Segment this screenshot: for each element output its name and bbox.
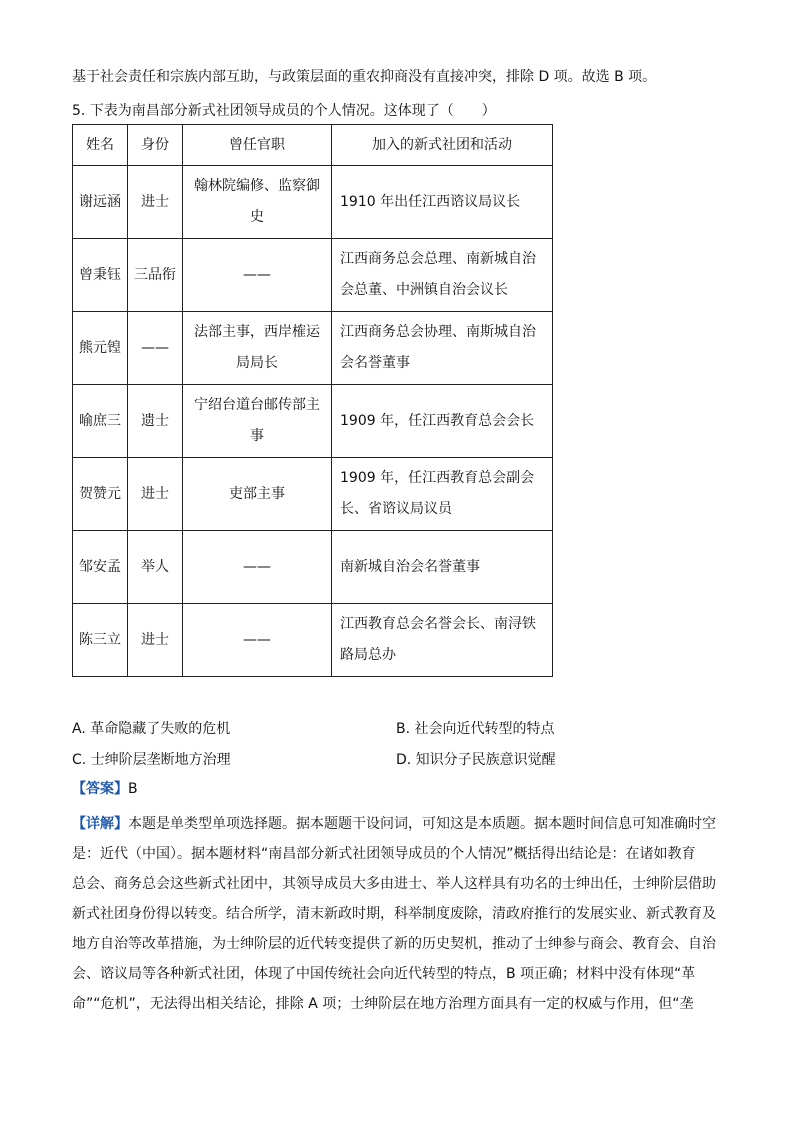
option-d: D. 知识分子民族意识觉醒 [396, 752, 556, 768]
cell-name: 贺赞元 [73, 458, 128, 531]
table-row [73, 458, 553, 531]
cell-name: 邹安孟 [73, 531, 128, 604]
header-groups: 加入的新式社团和活动 [332, 125, 553, 166]
cell-groups: 江西商务总会总理、南新城自治会总董、中洲镇自治会议长 [332, 239, 553, 312]
cell-identity: 进士 [128, 604, 183, 677]
explanation-line: 总会、商务总会这些新式社团中，其领导成员大多由进士、举人这样具有功名的士绅出任，士绅阶层借助 [72, 876, 716, 892]
cell-office: —— [183, 604, 332, 677]
answer-label: 【答案】 [72, 781, 128, 797]
explanation-line: 是：近代（中国）。据本题材料“南昌部分新式社团领导成员的个人情况”概括得出结论是：在诸如教育 [72, 846, 696, 862]
cell-office: 宁绍台道台邮传部主事 [183, 385, 332, 458]
table-row [73, 385, 553, 458]
cell-identity: 三品衔 [128, 239, 183, 312]
answer-line [72, 778, 138, 798]
table-row [73, 239, 553, 312]
explanation-line [72, 809, 720, 839]
explanation-line: 地方自治等改革措施，为士绅阶层的近代转变提供了新的历史契机，推动了士绅参与商会、教育会、自治 [72, 936, 716, 952]
cell-name: 曾秉钰 [73, 239, 128, 312]
cell-name: 陈三立 [73, 604, 128, 677]
table-row [73, 531, 553, 604]
cell-office: 翰林院编修、监察御史 [183, 166, 332, 239]
option-c: C. 士绅阶层垄断地方治理 [72, 752, 231, 768]
cell-groups: 南新城自治会名誉董事 [332, 531, 553, 604]
table-header-row [73, 125, 553, 166]
table-row [73, 166, 553, 239]
cell-identity: 进士 [128, 458, 183, 531]
cell-groups: 1909 年，任江西教育总会副会长、省谘议局议员 [332, 458, 553, 531]
cell-groups: 江西商务总会协理、南斯城自治会名誉董事 [332, 312, 553, 385]
cell-name: 喻庶三 [73, 385, 128, 458]
cell-groups: 江西教育总会名誉会长、南浔铁路局总办 [332, 604, 553, 677]
explanation-label: 【详解】 [72, 816, 128, 832]
answer-value: B [128, 781, 138, 797]
explanation-paragraph [72, 809, 720, 1019]
cell-office: —— [183, 531, 332, 604]
cell-identity: 举人 [128, 531, 183, 604]
cell-groups: 1909 年，任江西教育总会会长 [332, 385, 553, 458]
cell-identity: —— [128, 312, 183, 385]
option-b: B. 社会向近代转型的特点 [396, 721, 555, 737]
explanation-line: 命”“危机”，无法得出相关结论，排除 A 项；士绅阶层在地方治理方面具有一定的权威与作用，但“垄 [72, 996, 694, 1012]
header-name: 姓名 [73, 125, 128, 166]
cell-identity: 进士 [128, 166, 183, 239]
intro-line: 基于社会责任和宗族内部互助，与政策层面的重农抑商没有直接冲突，排除 D 项。故选 B 项。 [72, 69, 657, 85]
table-row [73, 312, 553, 385]
explanation-line: 新式社团身份得以转变。结合所学，清末新政时期，科举制度废除，清政府推行的发展实业、新式教育及 [72, 906, 716, 922]
header-office: 曾任官职 [183, 125, 332, 166]
cell-name: 熊元锽 [73, 312, 128, 385]
question-title: 5. 下表为南昌部分新式社团领导成员的个人情况。这体现了（ ） [72, 103, 496, 119]
cell-office: 吏部主事 [183, 458, 332, 531]
cell-groups: 1910 年出任江西谘议局议长 [332, 166, 553, 239]
cell-identity: 遗士 [128, 385, 183, 458]
option-a: A. 革命隐藏了失败的危机 [72, 721, 231, 737]
explanation-line: 会、谘议局等各种新式社团，体现了中国传统社会向近代转型的特点，B 项正确；材料中没有体现“革 [72, 966, 696, 982]
leaders-table [72, 124, 553, 677]
cell-name: 谢远涵 [73, 166, 128, 239]
header-identity: 身份 [128, 125, 183, 166]
explanation-text: 本题是单类型单项选择题。据本题题干设问词，可知这是本质题。据本题时间信息可知准确时空 [128, 816, 716, 832]
table-row [73, 604, 553, 677]
cell-office: —— [183, 239, 332, 312]
cell-office: 法部主事，西岸榷运局局长 [183, 312, 332, 385]
